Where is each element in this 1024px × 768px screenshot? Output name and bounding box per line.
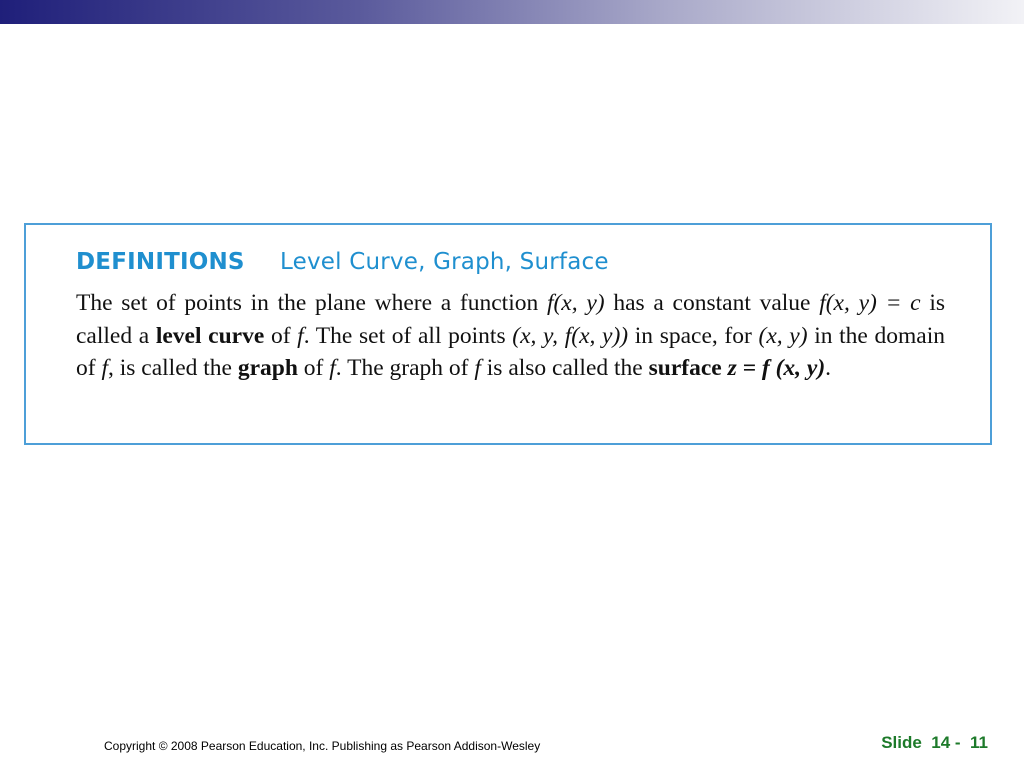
text-segment: , is called the (107, 355, 238, 381)
math-expression: f (297, 322, 304, 349)
term-graph: graph (237, 355, 298, 381)
text-segment: in the domain of (76, 322, 945, 381)
text-segment: is also called the (480, 355, 649, 381)
math-expression: f(x, y) = c (819, 290, 921, 316)
math-expression: z = f (x, y) (727, 355, 826, 381)
definition-title: Level Curve, Graph, Surface (280, 249, 609, 275)
text-segment: of (264, 322, 298, 349)
slide-number: Slide 14 - 11 (881, 733, 988, 752)
title-bar-gradient (0, 0, 1024, 24)
term-surface: surface (648, 355, 722, 381)
math-expression: f (329, 355, 336, 381)
text-segment: of (297, 355, 330, 381)
text-segment: . The set of all points (303, 322, 513, 349)
text-segment: . (825, 355, 832, 381)
definition-header (76, 249, 609, 275)
text-segment: in space, for (628, 322, 759, 349)
math-expression: (x, y, f(x, y)) (512, 322, 629, 349)
math-expression: (x, y) (758, 322, 808, 349)
text-segment: . The graph of (335, 355, 475, 381)
definition-label: DEFINITIONS (76, 249, 245, 275)
math-expression: f(x, y) (546, 290, 605, 316)
text-segment: The set of points in the plane where a function (76, 290, 547, 316)
math-expression: f (474, 355, 481, 381)
term-level-curve: level curve (155, 322, 265, 349)
copyright-footer: Copyright © 2008 Pearson Education, Inc. Publishing as Pearson Addison-Wesley (104, 739, 541, 753)
math-expression: f (101, 355, 108, 381)
text-segment: is called a (76, 290, 945, 349)
definition-text (76, 287, 945, 385)
text-segment: has a constant value (604, 290, 820, 316)
definition-box (24, 223, 992, 445)
